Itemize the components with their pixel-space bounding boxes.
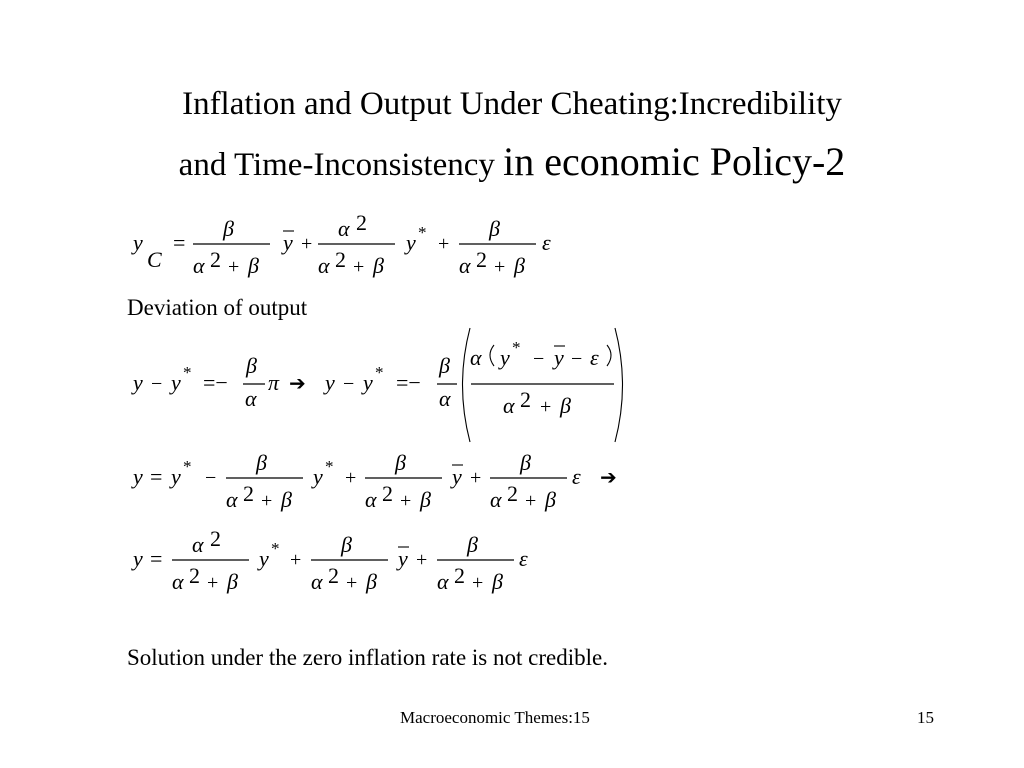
sym-beta: β [420, 487, 431, 512]
sym-two: 2 [356, 210, 367, 235]
left-big-paren [463, 328, 471, 442]
sym-star: * [325, 457, 334, 476]
sym-two: 2 [189, 563, 200, 588]
sym-neg_eq: =− [396, 370, 421, 395]
sym-star: * [418, 223, 427, 242]
sym-star: * [183, 363, 192, 382]
sym-two: 2 [382, 481, 393, 506]
sym-beta: β [492, 569, 503, 594]
sym-y: y [313, 464, 323, 489]
sym-y: y [259, 546, 269, 571]
sym-eq: = [173, 230, 186, 255]
sym-eps: ε [590, 345, 599, 370]
sym-two: 2 [507, 481, 518, 506]
sym-plus: + [346, 572, 358, 594]
sym-eps: ε [542, 230, 551, 255]
sym-alpha: α [459, 253, 471, 278]
sym-two: 2 [520, 387, 531, 412]
sym-plus: + [301, 233, 313, 255]
subscript-C: C [147, 247, 162, 272]
sym-y: y [406, 230, 416, 255]
sym-plus: + [345, 467, 357, 489]
sym-beta: β [373, 253, 384, 278]
sym-plus: + [228, 256, 240, 278]
sym-beta: β [560, 393, 571, 418]
sym-star: * [271, 539, 280, 558]
equation-output-final [131, 526, 528, 594]
sym-plus: + [470, 467, 482, 489]
sym-y: y [171, 464, 181, 489]
y-bar: y [398, 546, 408, 571]
sym-minus: − [343, 373, 355, 395]
sym-star: * [512, 338, 521, 357]
right-big-paren [615, 328, 623, 442]
sym-alpha: α [439, 386, 451, 411]
sym-y: y [363, 370, 373, 395]
sym-y: y [133, 230, 143, 255]
sym-eps: ε [519, 546, 528, 571]
sym-y: y [133, 546, 143, 571]
sym-beta: β [545, 487, 556, 512]
equation-output-substituted [131, 450, 617, 512]
sym-beta: β [489, 216, 500, 241]
equation-output-cheating [131, 210, 551, 278]
y-bar: y [554, 345, 564, 370]
deviation-label: Deviation of output [127, 295, 308, 320]
sym-plus: + [353, 256, 365, 278]
sym-y: y [500, 345, 510, 370]
sym-two: 2 [328, 563, 339, 588]
sym-neg_eq: =− [203, 370, 228, 395]
sym-minus: − [571, 348, 583, 370]
title-part-large: in economic Policy-2 [503, 139, 846, 184]
sym-plus: + [494, 256, 506, 278]
sym-alpha: α [365, 487, 377, 512]
sym-plus: + [438, 233, 450, 255]
sym-alpha: α [172, 569, 184, 594]
sym-minus: − [205, 467, 217, 489]
sym-two: 2 [243, 481, 254, 506]
sym-beta: β [467, 532, 478, 557]
sym-alpha: α [226, 487, 238, 512]
sym-plus: + [525, 490, 537, 512]
sym-plus: + [261, 490, 273, 512]
left-inner-paren [490, 345, 494, 366]
sym-y: y [133, 464, 143, 489]
sym-beta: β [227, 569, 238, 594]
sym-alpha: α [437, 569, 449, 594]
sym-two: 2 [210, 247, 221, 272]
sym-plus: + [472, 572, 484, 594]
sym-plus: + [290, 549, 302, 571]
sym-plus: + [207, 572, 219, 594]
sym-beta: β [439, 353, 450, 378]
right-inner-paren [607, 345, 611, 366]
sym-two: 2 [335, 247, 346, 272]
sym-pi: π [268, 370, 280, 395]
sym-alpha: α [311, 569, 323, 594]
sym-two: 2 [476, 247, 487, 272]
sym-two: 2 [210, 526, 221, 551]
sym-y: y [133, 370, 143, 395]
sym-beta: β [246, 353, 257, 378]
sym-y: y [171, 370, 181, 395]
sym-star: * [183, 457, 192, 476]
sym-eq: = [150, 546, 163, 571]
sym-plus: + [400, 490, 412, 512]
sym-minus: − [533, 348, 545, 370]
y-bar: y [283, 230, 293, 255]
sym-beta: β [256, 450, 267, 475]
implies-arrow: ➔ [600, 467, 617, 489]
sym-plus: + [416, 549, 428, 571]
sym-alpha: α [338, 216, 350, 241]
sym-two: 2 [454, 563, 465, 588]
sym-beta: β [248, 253, 259, 278]
sym-alpha: α [193, 253, 205, 278]
page-number: 15 [917, 708, 934, 727]
sym-eps: ε [572, 464, 581, 489]
sym-plus: + [540, 396, 552, 418]
sym-alpha: α [318, 253, 330, 278]
sym-minus: − [151, 373, 163, 395]
sym-beta: β [281, 487, 292, 512]
footer-text: Macroeconomic Themes:15 [400, 708, 590, 727]
sym-beta: β [514, 253, 525, 278]
sym-beta: β [223, 216, 234, 241]
sym-eq: = [150, 464, 163, 489]
equation-deviation-of-output [131, 328, 623, 442]
sym-alpha: α [192, 532, 204, 557]
sym-beta: β [366, 569, 377, 594]
sym-alpha: α [470, 345, 482, 370]
sym-star: * [375, 363, 384, 382]
sym-y: y [325, 370, 335, 395]
sym-beta: β [341, 532, 352, 557]
slide-title-line-1: Inflation and Output Under Cheating:Incredibility [182, 86, 842, 122]
sym-beta: β [520, 450, 531, 475]
y-bar: y [452, 464, 462, 489]
sym-beta: β [395, 450, 406, 475]
title-part-small: and Time-Inconsistency [178, 147, 504, 183]
solution-statement: Solution under the zero inflation rate is not credible. [127, 645, 608, 670]
sym-alpha: α [245, 386, 257, 411]
implies-arrow: ➔ [289, 373, 306, 395]
sym-alpha: α [490, 487, 502, 512]
sym-alpha: α [503, 393, 515, 418]
